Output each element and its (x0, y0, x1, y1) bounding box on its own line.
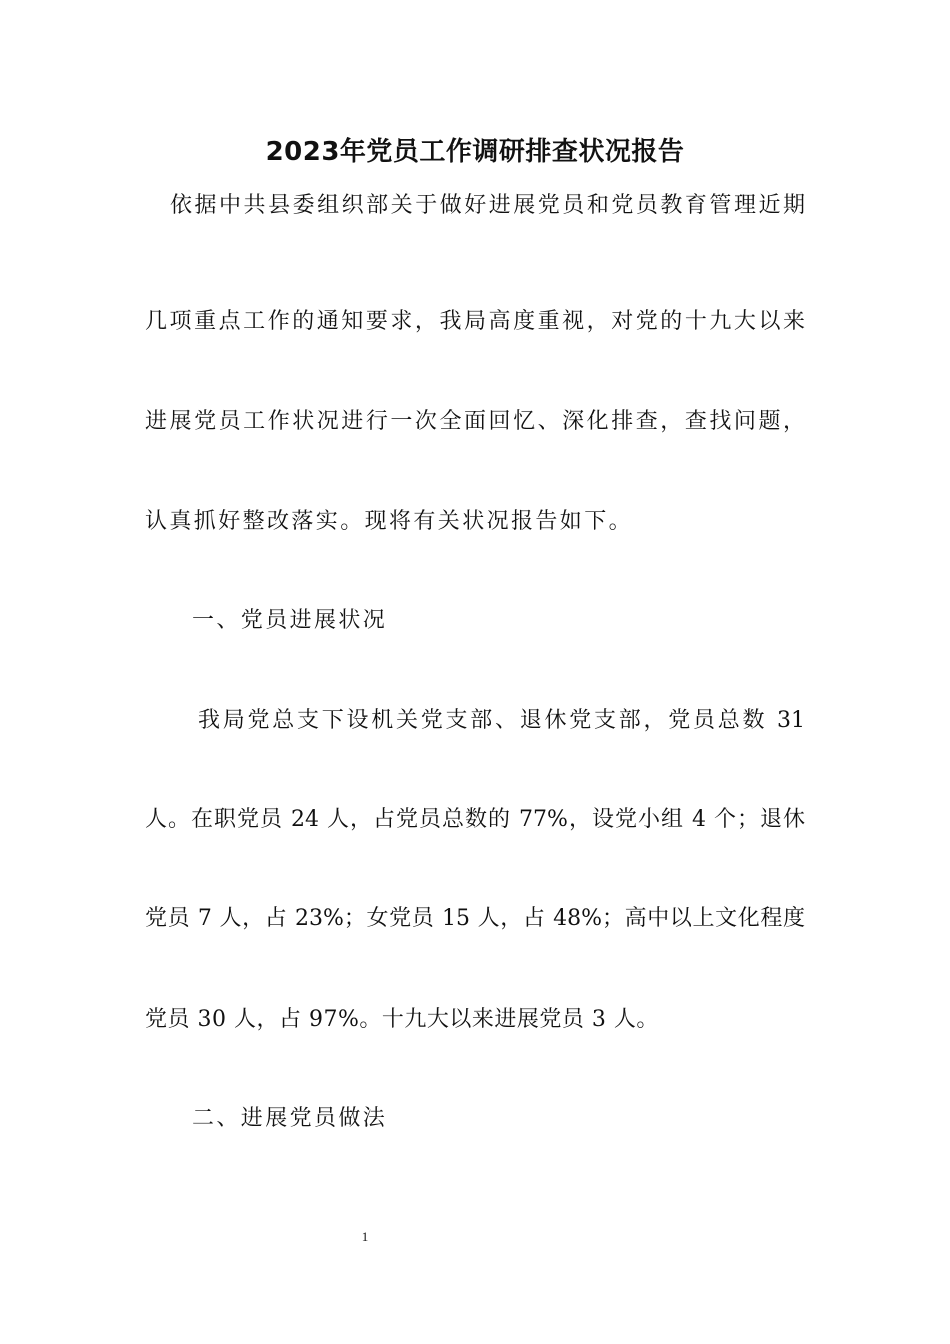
paragraph-line-5: 我局党总支下设机关党支部、退休党支部，党员总数 31 (198, 708, 805, 733)
paragraph-line-8: 党员 30 人，占 97%。十九大以来进展党员 3 人。 (145, 1007, 659, 1032)
paragraph-line-6: 人。在职党员 24 人，占党员总数的 77%，设党小组 4 个；退休 (145, 807, 805, 832)
paragraph-line-4: 认真抓好整改落实。现将有关状况报告如下。 (145, 509, 634, 534)
section-heading-1: 一、党员进展状况 (192, 608, 388, 633)
paragraph-line-2: 几项重点工作的通知要求，我局高度重视，对党的十九大以来 (145, 309, 805, 334)
page-number: 1 (361, 1229, 369, 1244)
paragraph-line-7: 党员 7 人，占 23%；女党员 15 人，占 48%；高中以上文化程度 (145, 906, 805, 931)
paragraph-line-3: 进展党员工作状况进行一次全面回忆、深化排查，查找问题， (145, 409, 805, 434)
paragraph-line-1: 依据中共县委组织部关于做好进展党员和党员教育管理近期 (170, 193, 805, 218)
document-title: 2023年党员工作调研排查状况报告 (265, 137, 685, 167)
section-heading-2: 二、进展党员做法 (192, 1106, 388, 1131)
